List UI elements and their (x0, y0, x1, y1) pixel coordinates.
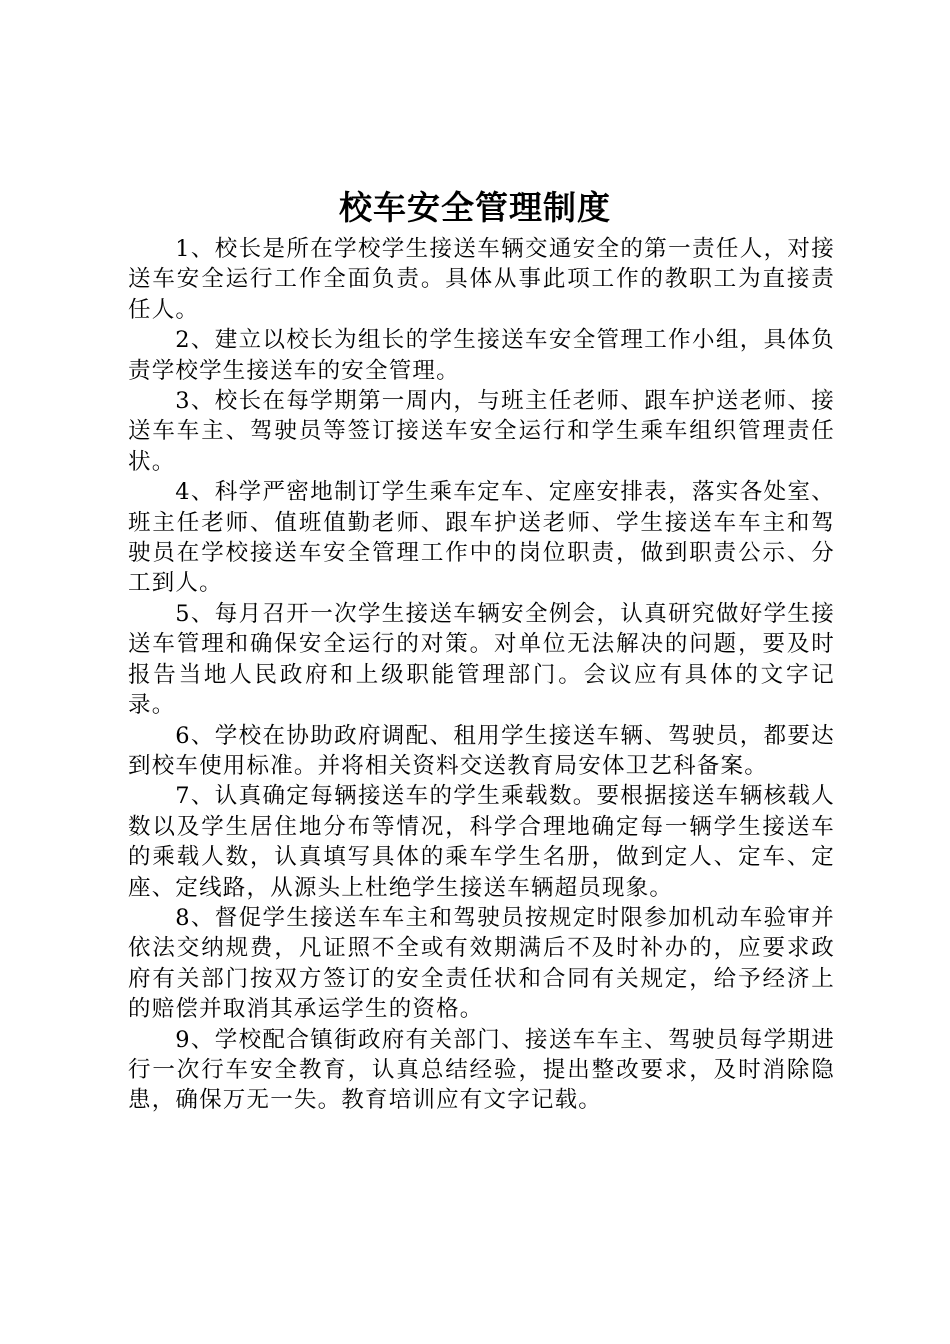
document-body (128, 234, 835, 1116)
paragraph-4: 4、科学严密地制订学生乘车定车、定座安排表，落实各处室、班主任老师、值班值勤老师、跟车护送老师、学生接送车车主和驾驶员在学校接送车安全管理工作中的岗位职责，做到职责公示、分工到人。 (128, 479, 835, 597)
document-title: 校车安全管理制度 (339, 188, 611, 227)
paragraph-5: 5、每月召开一次学生接送车辆安全例会，认真研究做好学生接送车管理和确保安全运行的对策。对单位无法解决的问题，要及时报告当地人民政府和上级职能管理部门。会议应有具体的文字记录。 (128, 600, 835, 719)
paragraph-1: 1、校长是所在学校学生接送车辆交通安全的第一责任人，对接送车安全运行工作全面负责。具体从事此项工作的教职工为直接责任人。 (128, 236, 835, 323)
paragraph-9: 9、学校配合镇街政府有关部门、接送车车主、驾驶员每学期进行一次行车安全教育，认真总结经验，提出整改要求，及时消除隐患，确保万无一失。教育培训应有文字记载。 (128, 1026, 835, 1114)
paragraph-3: 3、校长在每学期第一周内，与班主任老师、跟车护送老师、接送车车主、驾驶员等签订接送车安全运行和学生乘车组织管理责任状。 (128, 388, 835, 475)
paragraph-7: 7、认真确定每辆接送车的学生乘载数。要根据接送车辆核载人数以及学生居住地分布等情况，科学合理地确定每一辆学生接送车的乘载人数，认真填写具体的乘车学生名册，做到定人、定车、定座、定线路，从源头上杜绝学生接送车辆超员现象。 (128, 783, 835, 901)
paragraph-8: 8、督促学生接送车车主和驾驶员按规定时限参加机动车验审并依法交纳规费，凡证照不全或有效期满后不及时补办的，应要求政府有关部门按双方签订的安全责任状和合同有关规定，给予经济上的赔偿并取消其承运学生的资格。 (128, 904, 835, 1023)
paragraph-6: 6、学校在协助政府调配、租用学生接送车辆、驾驶员，都要达到校车使用标准。并将相关资料交送教育局安体卫艺科备案。 (128, 722, 835, 779)
paragraph-2: 2、建立以校长为组长的学生接送车安全管理工作小组，具体负责学校学生接送车的安全管理。 (128, 327, 835, 384)
